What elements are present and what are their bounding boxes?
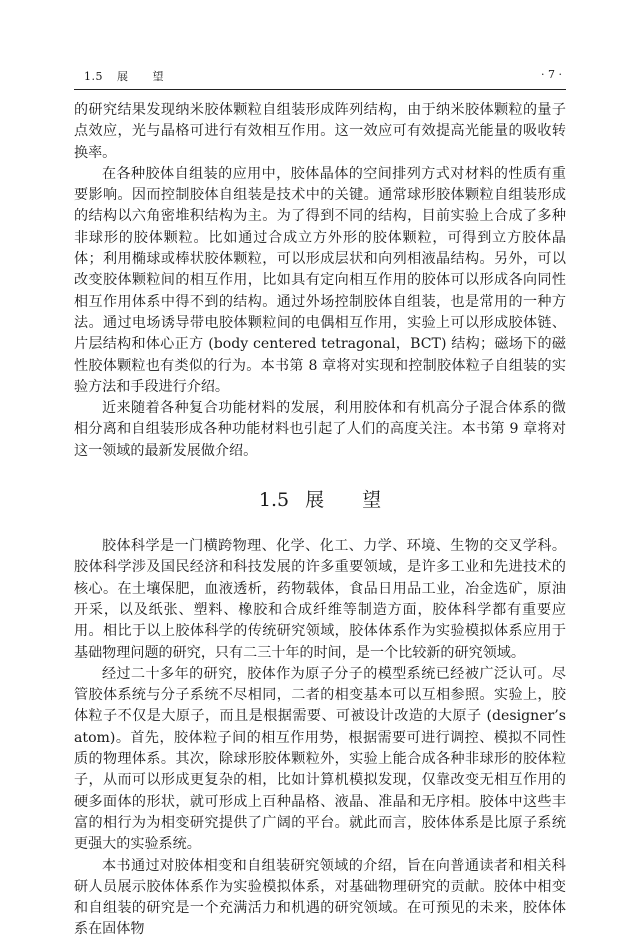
running-header-title-word2: 望 xyxy=(152,70,164,83)
running-header-title-word1: 展 xyxy=(117,70,129,83)
paragraph: 近来随着各种复合功能材料的发展，利用胶体和有机高分子混合体系的微相分离和自组装形成各种功能材料也引起了人们的高度关注。本书第 9 章将对这一领域的最新发展做介绍。 xyxy=(74,400,566,459)
section-heading-word1: 展 xyxy=(305,489,325,512)
paragraph: 本书通过对胶体相变和自组装研究领域的介绍，旨在向普通读者和相关科研人员展示胶体体系作为实验模拟体系，对基础物理研究的贡献。胶体中相变和自组装的研究是一个充满活力和机遇的研究领域。在可预见的未来，胶体体系在固体物 xyxy=(74,857,566,938)
paragraph-continued: 的研究结果发现纳米胶体颗粒自组装形成阵列结构，由于纳米胶体颗粒的量子点效应，光与晶格可进行有效相互作用。这一效应可有效提高光能量的吸收转换率。 xyxy=(74,102,566,161)
paragraph: 经过二十多年的研究，胶体作为原子分子的模型系统已经被广泛认可。尽管胶体系统与分子系统不尽相同，二者的相变基本可以互相参照。实验上，胶体粒子不仅是大原子，而且是根据需要、可被设计改造的大原子 (designer’s atom)。首先，胶体粒子间的相互作用势，根据需要可进行调控、模拟不同性质的物理体系。其次，除球形胶体颗粒外，实验上能合成各种非球形的胶体粒子，从而可以形成更复杂的相，比如计算机模拟发现，仅靠改变无相互作用的硬多面体的形状，就可形成上百种晶格、液晶、准晶和无序相。胶体中这些丰富的相行为为相变研究提供了广阔的平台。就此而言，胶体体系是比原子系统更强大的实验系统。 xyxy=(74,665,566,853)
section-heading-number: 1.5 xyxy=(258,489,290,512)
running-header-section-number: 1.5 xyxy=(84,70,103,83)
running-header-section xyxy=(84,68,164,84)
section-heading-word2: 望 xyxy=(362,489,382,512)
page-body xyxy=(74,100,566,941)
section-heading xyxy=(74,488,566,512)
page-number: · 7 · xyxy=(541,68,562,81)
paragraph: 在各种胶体自组装的应用中，胶体晶体的空间排列方式对材料的性质有重要影响。因而控制胶体自组装是技术中的关键。通常球形胶体颗粒自组装形成的结构以六角密堆积结构为主。为了得到不同的结构，目前实验上合成了多种非球形的胶体颗粒。比如通过合成立方外形的胶体颗粒，可得到立方胶体晶体；利用椭球或棒状胶体颗粒，可以形成层状和向列相液晶结构。另外，可以改变胶体颗粒间的相互作用，比如具有定向相互作用的胶体可以形成各向同性相互作用体系中得不到的结构。通过外场控制胶体自组装，也是常用的一种方法。通过电场诱导带电胶体颗粒间的电偶相互作用，实验上可以形成胶体链、片层结构和体心正方 (body centered tetragonal，BCT) 结构；磁场下的磁性胶体颗粒也有类似的行为。本书第 8 章将对实现和控制胶体粒子自组装的实验方法和手段进行介绍。 xyxy=(74,165,566,395)
header-rule xyxy=(74,89,566,90)
running-header xyxy=(74,68,566,86)
paragraph: 胶体科学是一门横跨物理、化学、化工、力学、环境、生物的交叉学科。胶体科学涉及国民经济和科技发展的许多重要领域，是许多工业和先进技术的核心。在土壤保肥，血液透析，药物载体，食品日用品工业，冶金选矿，原油开采，以及纸张、塑料、橡胶和合成纤维等制造方面，胶体科学都有重要应用。相比于以上胶体科学的传统研究领域，胶体体系作为实验模拟体系应用于基础物理问题的研究，只有二三十年的时间，是一个比较新的研究领域。 xyxy=(74,538,566,661)
